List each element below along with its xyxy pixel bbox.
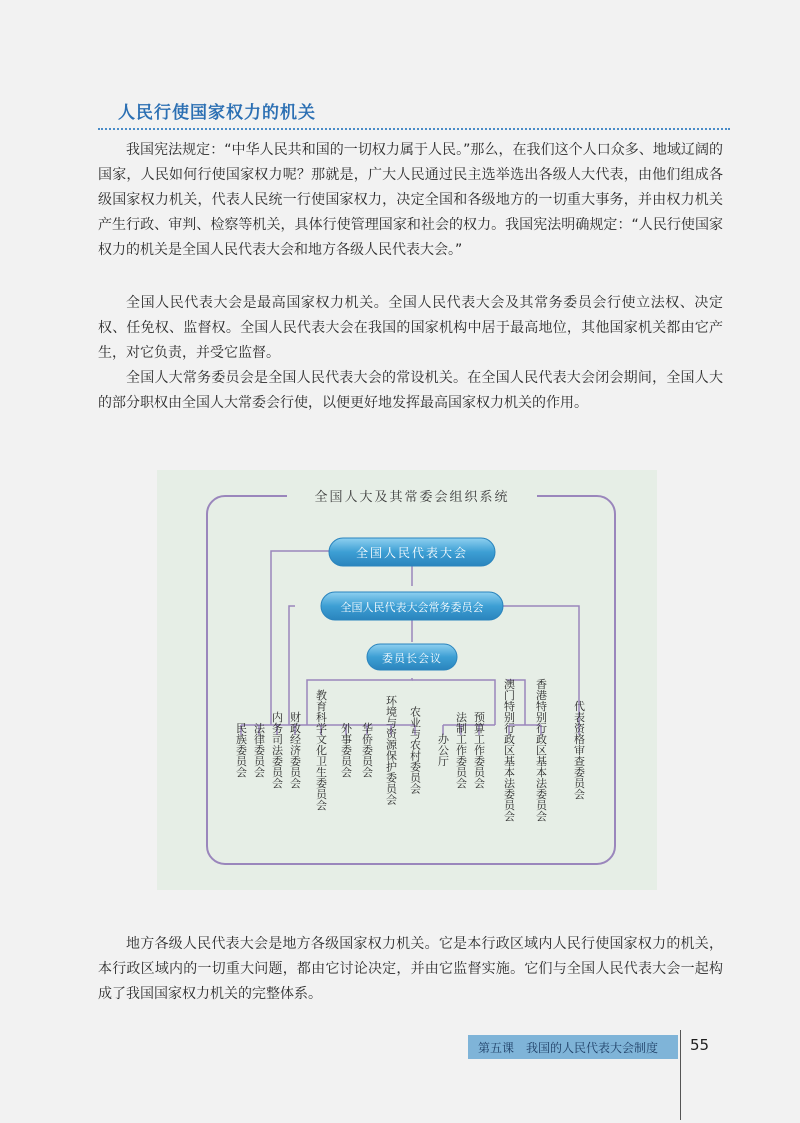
label-caizheng: 财政经济委员会 bbox=[288, 711, 302, 789]
node-chairman-meeting bbox=[367, 644, 457, 670]
label-bangongting: 办公厅 bbox=[436, 733, 450, 767]
title-dotted-divider bbox=[98, 128, 730, 130]
vertical-labels bbox=[235, 677, 586, 822]
org-diagram bbox=[157, 470, 657, 890]
label-neiwu: 内务司法委员会 bbox=[270, 711, 284, 789]
section-title: 人民行使国家权力的机关 bbox=[118, 103, 316, 123]
label-huanjing: 环境与资源保护委员会 bbox=[384, 695, 398, 805]
paragraph-npc: 全国人民代表大会是最高国家权力机关。全国人民代表大会及其常务委员会行使立法权、决定权、任免权、监督权。全国人民代表大会在我国的国家机构中居于最高地位，其他国家机关都由它产生，对它负责，并受它监督。 bbox=[98, 295, 723, 361]
label-huaqiao: 华侨委员会 bbox=[360, 722, 374, 778]
label-fazhi: 法制工作委员会 bbox=[454, 711, 468, 789]
label-waishi: 外事委员会 bbox=[339, 722, 353, 778]
diagram-title: 全国人大及其常委会组织系统 bbox=[314, 490, 510, 505]
footer-divider bbox=[680, 1030, 681, 1120]
label-yusuan: 预算工作委员会 bbox=[472, 711, 486, 789]
node-chairman-meeting-label: 委员长会议 bbox=[382, 652, 442, 665]
label-falv: 法律委员会 bbox=[252, 722, 266, 778]
paragraph-standing-committee: 全国人大常务委员会是全国人民代表大会的常设机关。在全国人民代表大会闭会期间，全国人大的部分职权由全国人大常委会行使，以便更好地发挥最高国家权力机关的作用。 bbox=[98, 370, 723, 411]
paragraph-constitution: 我国宪法规定：“中华人民共和国的一切权力属于人民。”那么，在我们这个人口众多、地域辽阔的国家，人民如何行使国家权力呢？那就是，广大人民通过民主选举选出各级人大代表，由他们组成各级国家权力机关，代表人民统一行使国家权力，决定全国和各级地方的一切重大事务，并由权力机关产生行政、审判、检察等机关，具体行使管理国家和社会的权力。我国宪法明确规定：“人民行使国家权力的机关是全国人民代表大会和地方各级人民代表大会。” bbox=[98, 142, 723, 258]
footer-lesson-title: 第五课 我国的人民代表大会制度 bbox=[478, 1041, 659, 1055]
node-npc-label: 全国人民代表大会 bbox=[355, 546, 469, 560]
node-npc bbox=[329, 538, 495, 566]
paragraph-local-congress: 地方各级人民代表大会是地方各级国家权力机关。它是本行政区域内人民行使国家权力的机关，本行政区域内的一切重大问题，都由它讨论决定，并由它监督实施。它们与全国人民代表大会一起构成了我国国家权力机关的完整体系。 bbox=[98, 936, 723, 1002]
node-standing-committee bbox=[321, 592, 503, 620]
node-standing-committee-label: 全国人民代表大会常务委员会 bbox=[340, 601, 484, 614]
label-aomen: 澳门特别行政区基本法委员会 bbox=[502, 678, 516, 822]
label-xianggang: 香港特别行政区基本法委员会 bbox=[534, 678, 548, 822]
label-daibiao-zige: 代表资格审查委员会 bbox=[572, 700, 586, 800]
label-minzu: 民族委员会 bbox=[234, 722, 248, 778]
label-jiaoyu: 教育科学文化卫生委员会 bbox=[314, 689, 328, 811]
page-number: 55 bbox=[690, 1036, 710, 1054]
label-nongye: 农业与农村委员会 bbox=[408, 706, 422, 794]
